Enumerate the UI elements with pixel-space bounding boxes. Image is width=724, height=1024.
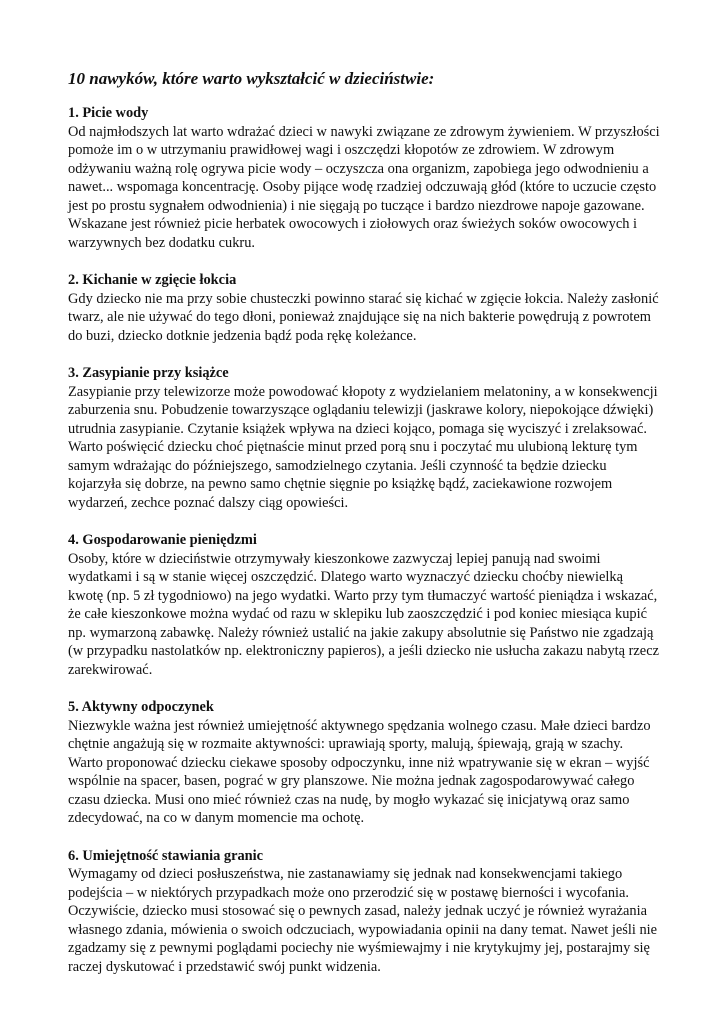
section-heading: 2. Kichanie w zgięcie łokcia <box>68 272 237 288</box>
section-heading: 5. Aktywny odpoczynek <box>68 699 214 715</box>
section-5 <box>68 698 660 828</box>
section-body: Osoby, które w dzieciństwie otrzymywały kieszonkowe zazwyczaj lepiej panują nad swoimi wydatkami i są w stanie więcej oszczędzić. Dlatego warto wyznaczyć dziecku choćby niewielką kwotę (np. 5 zł tygodniowo) na jego wydatki. Warto przy tym tłumaczyć wartość pieniądza i wskazać, że całe kieszonkowe można wydać od razu w sklepiku lub zaoszczędzić i pod koniec miesiąca kupić np. wymarzoną zabawkę. Należy również ustalić na jakie zakupy absolutnie się Państwo nie zgadzają (w przypadku nastolatków np. elektroniczny papieros), a jeśli dziecko nie usłucha zakazu nabytą rzecz zarekwirować. <box>68 550 659 678</box>
section-6 <box>68 847 660 977</box>
section-4 <box>68 531 660 679</box>
section-2 <box>68 271 660 345</box>
section-heading: 3. Zasypianie przy książce <box>68 365 229 381</box>
section-1 <box>68 104 660 252</box>
section-heading: 4. Gospodarowanie pieniędzmi <box>68 532 257 548</box>
section-body: Wymagamy od dzieci posłuszeństwa, nie zastanawiamy się jednak nad konsekwencjami takiego podejścia – w niektórych przypadkach może ono przerodzić się w postawę bierności i wycofania. Oczywiście, dziecko musi stosować się o pewnych zasad, należy jednak uczyć je również wyrażania własnego zdania, mówienia o swoich odczuciach, wypowiadania opinii na dany temat. Nawet jeśli nie zgadzamy się z pewnymi poglądami pociechy nie wyśmiewajmy i nie krytykujmy jej, postarajmy się raczej dyskutować i przedstawić swój punkt widzenia. <box>68 866 658 975</box>
section-3 <box>68 364 660 512</box>
section-body: Niezwykle ważna jest również umiejętność aktywnego spędzania wolnego czasu. Małe dzieci bardzo chętnie angażują się w rozmaite aktywności: uprawiają sporty, malują, śpiewają, grają w szachy. Warto proponować dziecku ciekawe sposoby odpoczynku, inne niż wpatrywanie się w ekran – wyjść wspólnie na spacer, basen, pograć w gry planszowe. Nie można jednak zagospodarowywać całego czasu dziecka. Musi ono mieć również czas na nudę, by mogło wykazać się inicjatywą oraz samo zdecydować, na co w danym momencie ma ochotę. <box>68 717 651 826</box>
section-heading: 1. Picie wody <box>68 105 149 121</box>
document-title: 10 nawyków, które warto wykształcić w dzieciństwie: <box>68 69 435 88</box>
section-body: Gdy dziecko nie ma przy sobie chusteczki powinno starać się kichać w zgięcie łokcia. Należy zasłonić twarz, ale nie używać do tego dłoni, ponieważ znajdujące się na nich bakterie powędrują z powrotem do buzi, dziecko dotknie jedzenia bądź poda rękę koleżance. <box>68 290 659 344</box>
document-page <box>68 68 660 995</box>
section-body: Od najmłodszych lat warto wdrażać dzieci w nawyki związane ze zdrowym żywieniem. W przyszłości pomoże im o w utrzymaniu prawidłowej wagi i oszczędzi kłopotów ze zdrowiem. W zdrowym odżywaniu ważną rolę ogrywa picie wody – oczyszcza ona organizm, zapobiega jego odwodnieniu a nawet... wspomaga koncentrację. Osoby pijące wodę rzadziej odczuwają głód (które to uczucie często jest po prostu sygnałem odwodnienia) i nie sięgają po tuczące i bardzo niezdrowe napoje gazowane. Wskazane jest również picie herbatek owocowych i ziołowych oraz świeżych soków owocowych i warzywnych bez dodatku cukru. <box>68 123 660 251</box>
section-body: Zasypianie przy telewizorze może powodować kłopoty z wydzielaniem melatoniny, a w konsekwencji zaburzenia snu. Pobudzenie towarzyszące oglądaniu telewizji (jaskrawe kolory, niepokojące dźwięki) utrudnia zasypianie. Czytanie książek wpływa na dzieci kojąco, pomaga się wyciszyć i zrelaksować. Warto poświęcić dziecku choć piętnaście minut przed porą snu i poczytać mu ulubioną lekturę tym samym wdrażając do późniejszego, samodzielnego czytania. Jeśli czynność ta będzie dziecku kojarzyła się dobrze, na pewno samo chętnie sięgnie po książkę bądź, zaciekawione rozwojem wydarzeń, zechce poznać dalszy ciąg opowieści. <box>68 383 658 511</box>
section-heading: 6. Umiejętność stawiania granic <box>68 847 264 864</box>
